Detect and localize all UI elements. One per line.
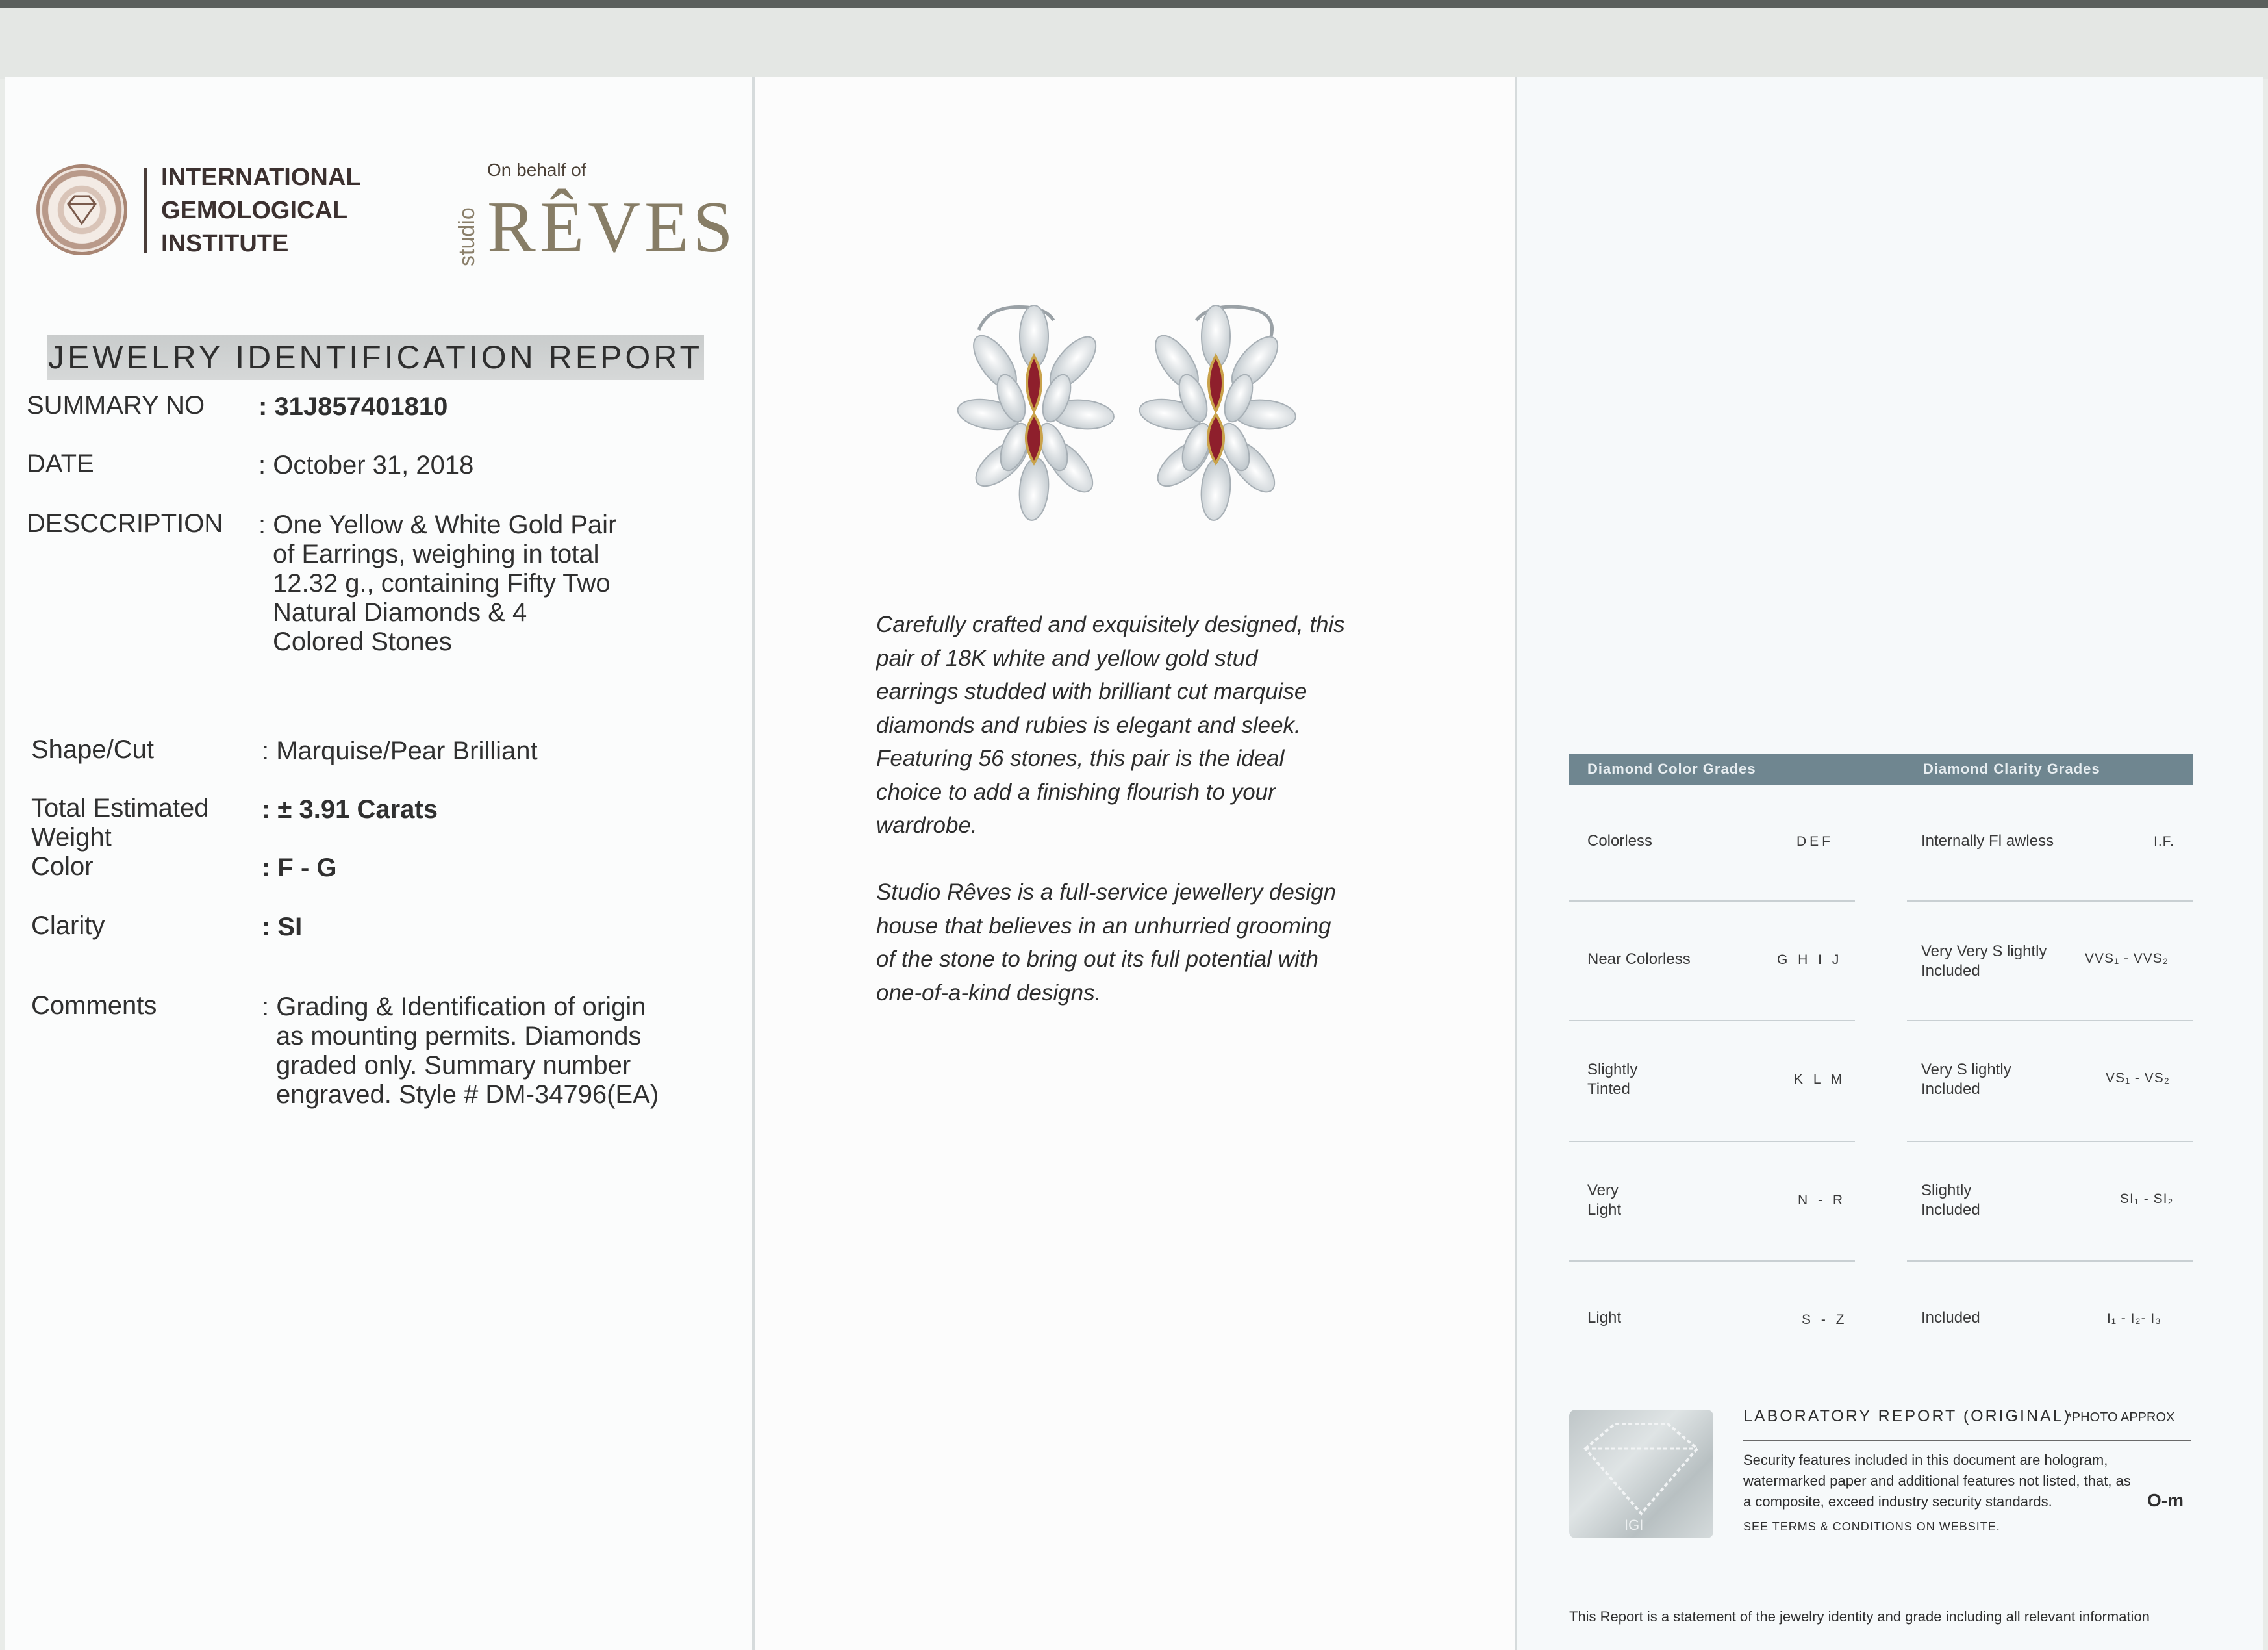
security-line: a composite, exceed industry security standards. (1743, 1493, 2052, 1510)
divider (1569, 1020, 1855, 1021)
divider (1907, 900, 2193, 902)
clarity-grade-label (1921, 942, 2047, 981)
clarity-grade-label (1921, 1181, 1980, 1220)
weight-value: : ± 3.91 Carats (262, 795, 438, 824)
comments-line: graded only. Summary number (276, 1051, 631, 1080)
description-line: diamonds and rubies is elegant and sleek. (876, 712, 1301, 738)
security-line: Security features included in this document are hologram, (1743, 1452, 2108, 1468)
diamond-icon (63, 191, 101, 229)
color-label: Color (31, 852, 94, 881)
summary-value: : 31J857401810 (258, 392, 448, 421)
hologram-icon (1569, 1410, 1713, 1538)
color-grade-code: K L M (1794, 1072, 1846, 1087)
label-line: Included (1921, 1201, 1980, 1219)
label-line: Slightly (1587, 1061, 1638, 1078)
scanner-edge (0, 0, 2268, 8)
brand-description (876, 876, 1409, 1009)
report-title: JEWELRY IDENTIFICATION REPORT (47, 339, 703, 375)
description-line: wardrobe. (876, 813, 977, 838)
description-line: Studio Rêves is a full-service jewellery design (876, 880, 1337, 905)
date-value: : October 31, 2018 (258, 451, 474, 479)
logo-divider (144, 168, 147, 253)
color-grades-header: Diamond Color Grades (1587, 761, 1756, 777)
grades-header (1569, 754, 2193, 785)
description-line: pair of 18K white and yellow gold stud (876, 645, 1258, 671)
description-line: earrings studded with brilliant cut marquise (876, 679, 1307, 704)
color-grade-label: Colorless (1587, 832, 1653, 850)
comments-value (262, 993, 659, 1110)
color-grade-label (1587, 1060, 1637, 1099)
brand-studio: studio (455, 207, 479, 266)
photo-approx-note: *PHOTO APPROX (2067, 1410, 2175, 1425)
label-line: Included (1921, 962, 1980, 980)
label-line: Very Very S lightly (1921, 943, 2047, 960)
color-grade-code: S - Z (1802, 1312, 1848, 1327)
lab-report-title: LABORATORY REPORT (ORIGINAL) (1743, 1407, 2071, 1425)
divider (1907, 1020, 2193, 1021)
igi-seal-logo (36, 164, 127, 255)
color-grade-code: N - R (1798, 1193, 1846, 1208)
logo-line: INSTITUTE (161, 230, 289, 257)
product-description (876, 608, 1409, 843)
security-line: watermarked paper and additional features not listed, that, as (1743, 1473, 2131, 1489)
clarity-grade-code: VS₁ - VS₂ (2106, 1071, 2170, 1085)
color-grade-label (1587, 1181, 1621, 1220)
shape-label: Shape/Cut (31, 735, 155, 764)
divider (1569, 1141, 1855, 1142)
comments-line: engraved. Style # DM-34796(EA) (276, 1080, 659, 1109)
label-line: Included (1921, 1080, 1980, 1098)
diamond-hologram-icon (1569, 1410, 1713, 1538)
terms-conditions-note: SEE TERMS & CONDITIONS ON WEBSITE. (1743, 1520, 2000, 1533)
clarity-grade-label: Included (1921, 1309, 1980, 1326)
clarity-value: : SI (262, 913, 303, 941)
label-line: Very (1587, 1182, 1619, 1199)
clarity-label: Clarity (31, 911, 105, 940)
description-label: DESCCRIPTION (27, 509, 223, 538)
description-line: Colored Stones (273, 628, 452, 656)
comments-line: as mounting permits. Diamonds (276, 1022, 642, 1050)
divider (1569, 900, 1855, 902)
on-behalf-of: On behalf of (487, 160, 586, 180)
report-panel-middle (755, 77, 1515, 1650)
shape-value: : Marquise/Pear Brilliant (262, 737, 538, 765)
comments-line: : Grading & Identification of origin (262, 993, 646, 1021)
description-line: of Earrings, weighing in total (273, 540, 599, 568)
weight-label (31, 794, 208, 852)
logo-line: GEMOLOGICAL (161, 197, 348, 224)
hologram-text: IGI (1624, 1517, 1644, 1533)
label-line: Tinted (1587, 1080, 1630, 1098)
clarity-grades-header: Diamond Clarity Grades (1923, 761, 2100, 777)
earring-left (955, 305, 1115, 522)
clarity-grade-code: SI₁ - SI₂ (2120, 1191, 2174, 1206)
earrings-photo (950, 291, 1313, 551)
description-line: Carefully crafted and exquisitely designed, this (876, 612, 1345, 637)
weight-label-line: Total Estimated (31, 794, 209, 822)
report-footer-statement: This Report is a statement of the jewelry identity and grade including all relevant information (1569, 1608, 2150, 1625)
earring-right (1137, 305, 1297, 522)
color-grade-code: G H I J (1777, 952, 1843, 967)
color-value: : F - G (262, 854, 337, 882)
color-grade-label: Light (1587, 1309, 1622, 1326)
description-line: one-of-a-kind designs. (876, 980, 1102, 1006)
description-line: 12.32 g., containing Fifty Two (273, 569, 611, 598)
weight-label-line: Weight (31, 823, 112, 852)
description-line: of the stone to bring out its full potential with (876, 946, 1318, 972)
logo-line: INTERNATIONAL (161, 164, 361, 191)
divider (1907, 1141, 2193, 1142)
comments-label: Comments (31, 991, 157, 1020)
igi-logo-text (161, 161, 361, 260)
label-line: Very S lightly (1921, 1061, 2011, 1078)
report-panel-left (5, 77, 752, 1650)
description-line: choice to add a finishing flourish to your (876, 779, 1276, 805)
description-line: Natural Diamonds & 4 (273, 598, 527, 627)
label-line: Light (1587, 1201, 1622, 1219)
description-line: Featuring 56 stones, this pair is the ideal (876, 746, 1285, 771)
report-title-bar (47, 335, 704, 380)
summary-label: SUMMARY NO (27, 391, 205, 420)
color-grade-code: DEF (1796, 834, 1833, 849)
label-line: Slightly (1921, 1182, 1972, 1199)
security-features-text (1743, 1450, 2198, 1512)
description-value (258, 511, 616, 657)
scanner-background (0, 8, 2268, 79)
clarity-grade-code: I.F. (2154, 834, 2175, 849)
report-panel-right (1517, 77, 2263, 1650)
clarity-grade-code: VVS₁ - VVS₂ (2085, 951, 2169, 966)
divider (1569, 1260, 1855, 1262)
lab-report-rule (1743, 1440, 2191, 1441)
divider (1907, 1260, 2193, 1262)
key-icon: O-m (2147, 1490, 2184, 1510)
description-line: : One Yellow & White Gold Pair (258, 511, 617, 539)
clarity-grade-code: I₁ - I₂- I₃ (2107, 1311, 2161, 1326)
color-grade-label: Near Colorless (1587, 950, 1691, 968)
clarity-grade-label (1921, 1060, 2011, 1099)
date-label: DATE (27, 450, 94, 478)
clarity-grade-label: Internally Fl awless (1921, 832, 2054, 850)
brand-name: RÊVES (487, 187, 737, 268)
description-line: house that believes in an unhurried grooming (876, 913, 1331, 939)
